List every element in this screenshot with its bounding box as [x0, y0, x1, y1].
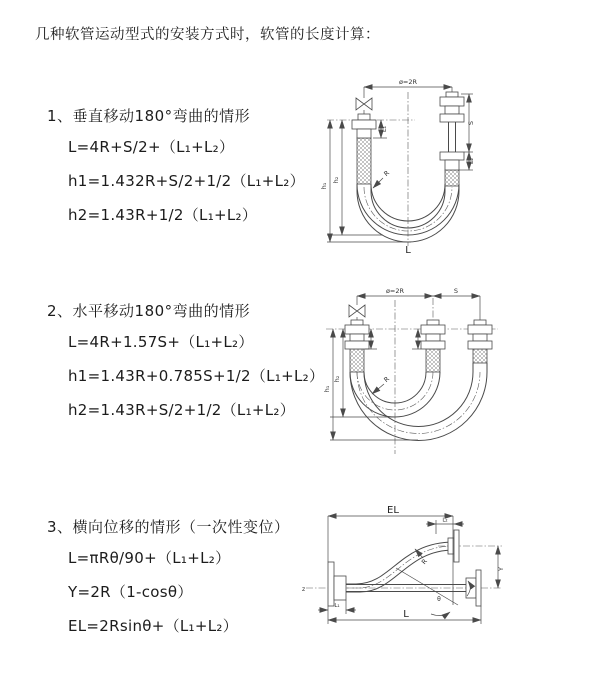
section-2	[47, 300, 324, 433]
dim-label-el: EL	[387, 505, 399, 516]
section-2-heading: 2、水平移动180°弯曲的情形	[47, 302, 251, 320]
radius-label: R	[382, 374, 392, 384]
formula-h2: h2=1.43R+1/2（L₁+L₂）	[68, 206, 258, 224]
dim-label-2r: ø=2R	[398, 78, 418, 86]
dim-label-h2: h₂	[333, 375, 341, 383]
radius-label: R	[382, 168, 392, 178]
dim-label-h1: h₁	[323, 385, 331, 393]
dim-label-l1: L₁	[334, 603, 340, 609]
diagram-lateral-displacement	[298, 502, 600, 650]
formula-el: EL=2Rsinθ+（L₁+L₂）	[68, 617, 239, 635]
centerline-mark-z: z	[302, 586, 306, 593]
length-label: L	[405, 245, 411, 256]
section-1-heading: 1、垂直移动180°弯曲的情形	[47, 107, 251, 125]
page-title: 几种软管运动型式的安装方式时，软管的长度计算：	[35, 27, 380, 43]
formula-l: L=4R+1.57S+（L₁+L₂）	[68, 333, 254, 351]
right-flange	[466, 570, 481, 606]
formula-y: Y=2R（1-cosθ）	[68, 583, 193, 601]
formula-h1: h1=1.43R+0.785S+1/2（L₁+L₂）	[68, 367, 325, 385]
dim-label-s: S	[453, 287, 459, 295]
dim-label-s: S	[467, 120, 475, 126]
dim-label-l2: L₂	[467, 157, 475, 165]
dim-label-y: Y	[497, 567, 505, 571]
dim-label-l: L	[403, 609, 409, 620]
diagram-horizontal-180-bend	[308, 284, 600, 462]
formula-l: L=πRθ/90+（L₁+L₂）	[68, 549, 231, 567]
fittings	[345, 320, 492, 349]
right-fitting-upper	[440, 92, 464, 152]
left-fitting	[352, 114, 376, 138]
dim-label-h1: h₁	[320, 182, 328, 190]
dim-label-2r: ø=2R	[385, 287, 405, 295]
section-1	[47, 105, 305, 238]
formula-h1: h1=1.432R+S/2+1/2（L₁+L₂）	[68, 172, 305, 190]
angle-label-theta: θ	[437, 596, 441, 603]
valve-icon	[349, 305, 365, 320]
right-fitting-lower	[440, 152, 464, 170]
radius-label: R	[419, 557, 429, 567]
diagram-vertical-180-bend	[303, 74, 595, 256]
dim-label-l1: L₁	[380, 125, 388, 133]
section-3-heading: 3、横向位移的情形（一次性变位）	[47, 518, 290, 536]
dim-label-h2: h₂	[332, 176, 340, 184]
upper-flange	[448, 530, 459, 562]
left-flange	[328, 562, 346, 606]
braided-sections	[350, 349, 487, 372]
hose-arcs	[350, 363, 487, 441]
section-3	[47, 516, 290, 649]
dim-label-l2: L₂	[442, 517, 448, 524]
formula-h2: h2=1.43R+S/2+1/2（L₁+L₂）	[68, 401, 296, 419]
formula-l: L=4R+S/2+（L₁+L₂）	[68, 138, 235, 156]
